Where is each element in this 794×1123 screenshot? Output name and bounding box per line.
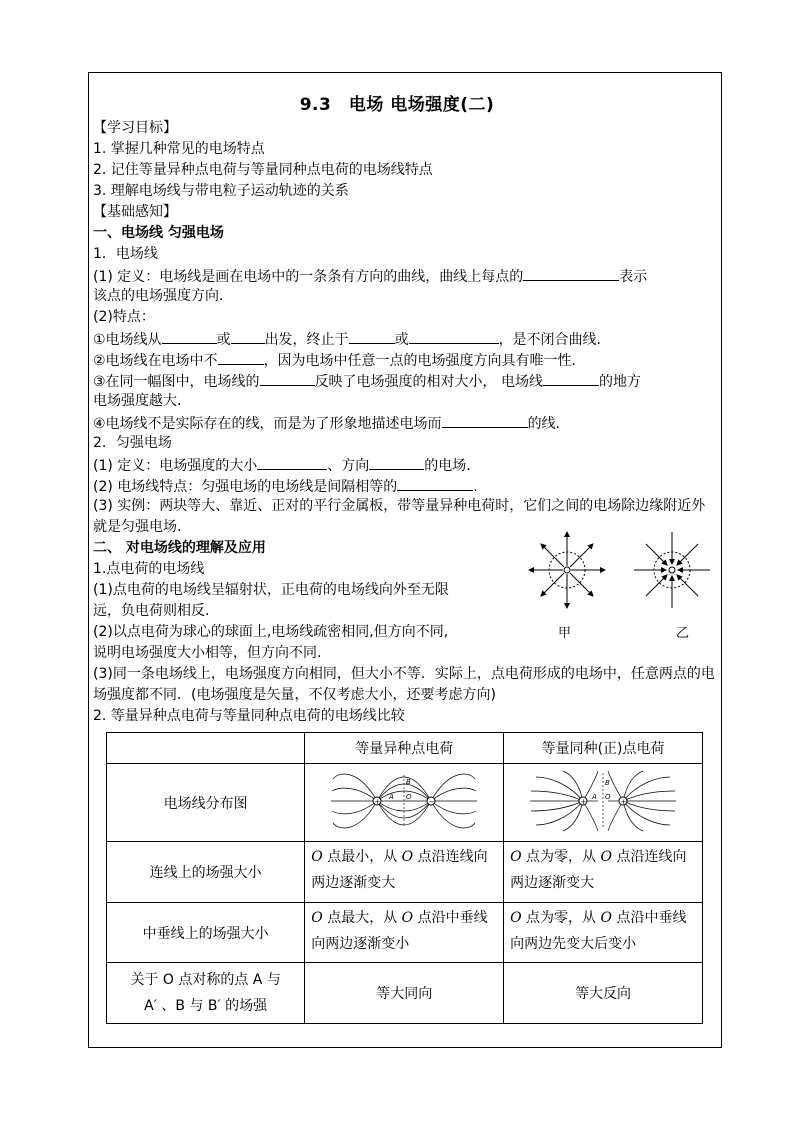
table-cell: O 点为零，从 O 点沿中垂线向两边先变大后变小 (504, 903, 703, 963)
pos-sign: + (374, 797, 381, 806)
table-header: 等量同种(正)点电荷 (504, 733, 703, 764)
table-header: 等量异种点电荷 (305, 733, 504, 764)
answer-blank[interactable] (218, 349, 264, 365)
opposite-charges-svg (329, 769, 479, 833)
table-row (107, 764, 703, 842)
sub1-heading: 1．电场线 (93, 246, 158, 262)
feature-3: ③在同一幅图中，电场线的 反映了电场强度的相对大小， 电场线 的地方 (93, 370, 718, 391)
uniform-3: (3) 实例：两块等大、靠近、正对的平行金属板，带等量异种电荷时，它们之间的电场除边缘附近外就是匀强电场. (93, 498, 706, 535)
table-row (107, 963, 703, 1024)
basics-header: 【基础感知】 (93, 204, 177, 220)
svg-text:O: O (406, 792, 412, 801)
feature-2: ②电场线在电场中不 ，因为电场中任意一点的电场强度方向具有唯一性. (93, 349, 718, 370)
row-label: 连线上的场强大小 (107, 842, 305, 903)
table-header-row (107, 733, 703, 764)
features-heading: (2)特点： (93, 309, 155, 325)
row-label: 关于 O 点对称的点 A 与 A′ 、B 与 B′ 的场强 (107, 963, 305, 1024)
table-cell: 等大反向 (504, 963, 703, 1024)
point-2a: (2)以点电荷为球心的球面上,电场线疏密相同,但方向不同, (93, 624, 449, 640)
answer-blank[interactable] (260, 370, 315, 386)
goal-item: 3. 理解电场线与带电粒子运动轨迹的关系 (93, 183, 349, 199)
comparison-heading: 2. 等量异种点电荷与等量同种点电荷的电场线比较 (93, 708, 405, 724)
svg-text:A: A (389, 792, 394, 801)
table-row (107, 903, 703, 963)
goal-item: 2. 记住等量异种点电荷与等量同种点电荷的电场线特点 (93, 162, 433, 178)
goals-header: 【学习目标】 (93, 120, 177, 136)
answer-blank[interactable] (397, 475, 473, 491)
point-3: (3)同一条电场线上，电场强度方向相同，但大小不等．实际上，点电荷形成的电场中，任意两点的电场强度都不同．(电场强度是矢量，不仅考虑大小，还要考虑方向) (93, 666, 715, 703)
answer-blank[interactable] (543, 370, 599, 386)
uniform-2: (2) 电场线特点：匀强电场的电场线是间隔相等的 . (93, 475, 718, 496)
svg-text:B: B (605, 778, 610, 787)
row-label: 中垂线上的场强大小 (107, 903, 305, 963)
point-1a: (1)点电荷的电场线呈辐射状，正电荷的电场线向外至无限 (93, 582, 449, 598)
answer-blank[interactable] (349, 328, 395, 344)
figure-label-yi: 乙 (676, 626, 690, 641)
def1-line2: 该点的电场强度方向. (93, 288, 224, 304)
answer-blank[interactable] (442, 412, 528, 428)
like-charges-svg (528, 769, 678, 833)
table-header (107, 733, 305, 764)
table-cell: O 点最小，从 O 点沿连线向两边逐渐变大 (305, 842, 504, 903)
svg-text:+: + (580, 797, 587, 806)
answer-blank[interactable] (523, 265, 619, 281)
point-charge-heading: 1.点电荷的电场线 (93, 561, 205, 577)
sub2-heading: 2．匀强电场 (93, 435, 172, 451)
svg-text:+: + (620, 797, 627, 806)
neg-sign: − (428, 797, 435, 806)
answer-blank[interactable] (257, 454, 327, 470)
content (93, 118, 718, 727)
comparison-table (106, 732, 703, 1024)
feature-3-cont: 电场强度越大. (93, 393, 182, 409)
table-cell: O 点为零，从 O 点沿连线向两边逐渐变大 (504, 842, 703, 903)
section1-heading: 一、电场线 匀强电场 (93, 225, 224, 241)
page-title: 9.3 电场 电场强度(二) (299, 95, 495, 115)
table-cell: 等大同向 (305, 963, 504, 1024)
negative-charge-field-figure (632, 530, 712, 610)
point-1b: 远，负电荷则相反. (93, 603, 210, 619)
table-cell: O 点最大，从 O 点沿中垂线向两边逐渐变小 (305, 903, 504, 963)
svg-text:O: O (605, 792, 611, 801)
answer-blank[interactable] (369, 454, 424, 470)
positive-charge-field-figure (527, 530, 607, 610)
figure-label-jia: 甲 (558, 626, 572, 641)
svg-text:A: A (592, 792, 597, 801)
answer-blank[interactable] (231, 328, 265, 344)
answer-blank[interactable] (162, 328, 217, 344)
like-charges-field-diagram (504, 764, 703, 842)
point-2b: 说明电场强度大小相等，但方向不同. (93, 645, 322, 661)
row-label: 电场线分布图 (107, 764, 305, 842)
uniform-1: (1) 定义：电场强度的大小 、方向 的电场. (93, 454, 718, 475)
opposite-charges-field-diagram (305, 764, 504, 842)
answer-blank[interactable] (409, 328, 499, 344)
section2-heading: 二、 对电场线的理解及应用 (93, 540, 266, 556)
feature-4: ④电场线不是实际存在的线，而是为了形象地描述电场而 的线. (93, 412, 718, 433)
feature-1: ①电场线从 或 出发，终止于 或 ，是不闭合曲线. (93, 328, 718, 349)
svg-text:B: B (406, 777, 412, 786)
table-row (107, 842, 703, 903)
goal-item: 1. 掌握几种常见的电场特点 (93, 141, 265, 157)
def1-line: (1) 定义：电场线是画在电场中的一条条有方向的曲线，曲线上每点的 表示 (93, 265, 718, 286)
